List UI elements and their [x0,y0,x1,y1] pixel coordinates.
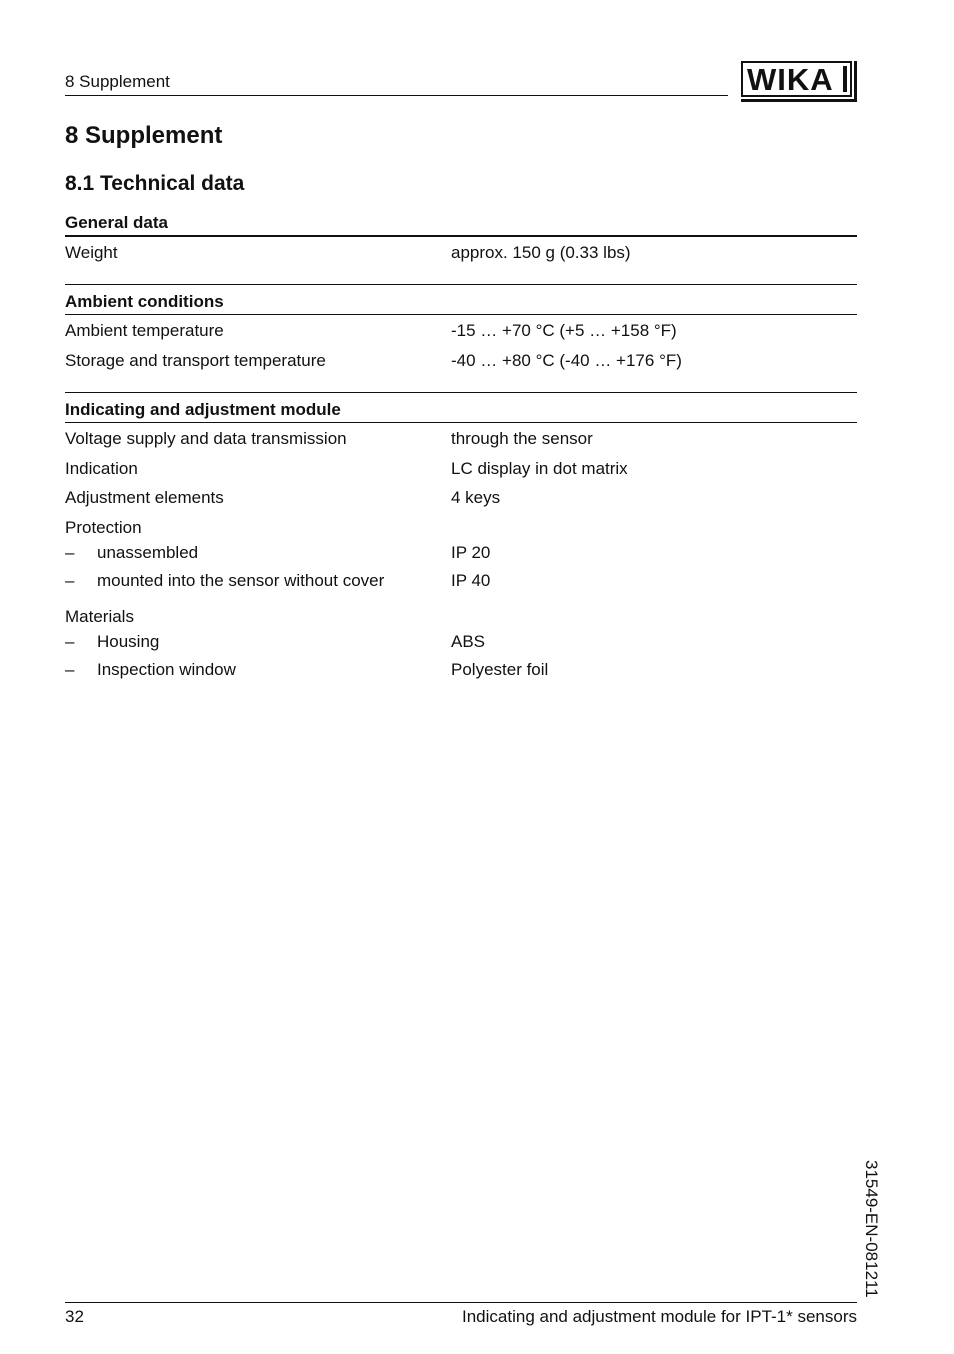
logo-frame-bottom [741,99,857,102]
logo-frame-right [854,61,857,102]
logo-bar [843,66,847,92]
logo-text: WIKA [747,62,834,97]
module-top-rule [65,392,857,393]
unassembled-label: unassembled [97,543,199,562]
section-title: 8.1 Technical data [65,172,245,195]
unassembled-value: IP 20 [451,543,491,562]
adjustment-value: 4 keys [451,488,501,507]
protection-dash-2: – [65,571,75,590]
mounted-label: mounted into the sensor without cover [97,571,385,590]
storage-temp-label: Storage and transport temperature [65,351,326,370]
window-label: Inspection window [97,660,236,679]
running-header: 8 Supplement [65,72,170,91]
footer-rule [65,1302,857,1303]
indication-label: Indication [65,459,138,478]
wika-logo [741,61,852,97]
housing-value: ABS [451,632,486,651]
module-title: Indicating and adjustment module [65,400,341,419]
window-value: Polyester foil [451,660,549,679]
chapter-title: 8 Supplement [65,122,223,149]
materials-dash-1: – [65,632,75,651]
ambient-temp-label: Ambient temperature [65,321,224,340]
weight-value: approx. 150 g (0.33 lbs) [451,243,631,262]
protection-label: Protection [65,518,142,537]
indication-value: LC display in dot matrix [451,459,628,478]
materials-label: Materials [65,607,134,626]
module-rule [65,422,857,423]
weight-label: Weight [65,243,118,262]
ambient-top-rule [65,284,857,285]
page-number: 32 [65,1307,84,1326]
ambient-title: Ambient conditions [65,292,224,311]
header-rule [65,95,728,96]
general-data-title: General data [65,213,168,232]
mounted-value: IP 40 [451,571,491,590]
adjustment-label: Adjustment elements [65,488,224,507]
document-code: 31549-EN-081211 [862,1160,881,1298]
storage-temp-value: -40 … +80 °C (-40 … +176 °F) [451,351,682,370]
voltage-value: through the sensor [451,429,593,448]
general-data-rule [65,235,857,237]
materials-dash-2: – [65,660,75,679]
ambient-temp-value: -15 … +70 °C (+5 … +158 °F) [451,321,677,340]
footer-title: Indicating and adjustment module for IPT-1* sensors [462,1307,857,1326]
voltage-label: Voltage supply and data transmission [65,429,347,448]
ambient-rule [65,314,857,315]
protection-dash-1: – [65,543,75,562]
housing-label: Housing [97,632,160,651]
